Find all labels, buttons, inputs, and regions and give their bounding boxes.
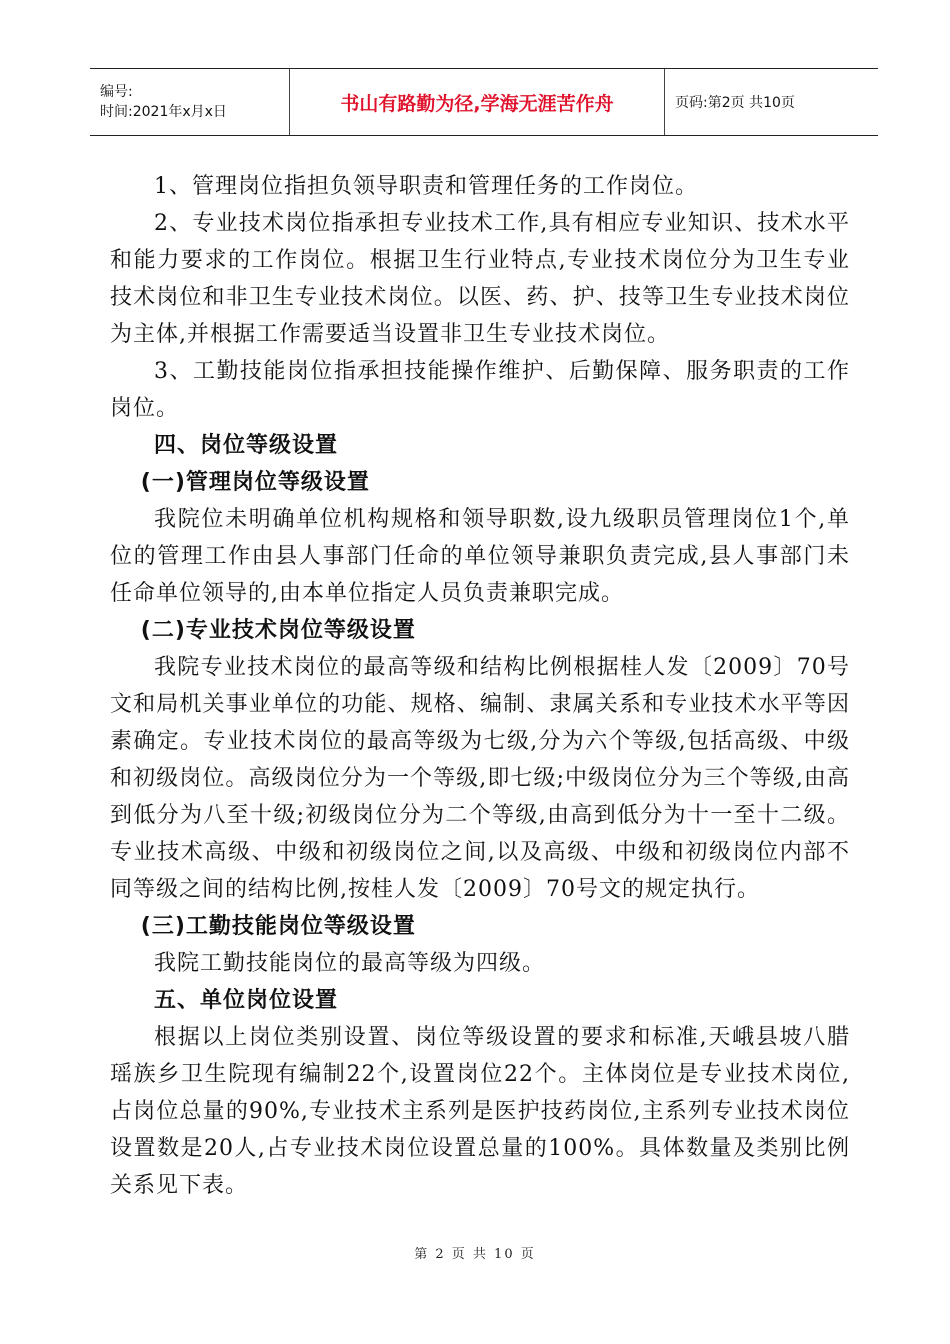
header-motto: 书山有路勤为径,学海无涯苦作舟: [290, 69, 665, 135]
time-label: 时间:2021年x月x日: [100, 104, 227, 120]
paragraph-technical-post: 2、专业技术岗位指承担专业技术工作,具有相应专业知识、技术水平和能力要求的工作岗位。根据卫生行业特点,专业技术岗位分为卫生专业技术岗位和非卫生专业技术岗位。以医、药、护、技等卫生专业技术岗位为主体,并根据工作需要适当设置非卫生专业技术岗位。: [110, 211, 850, 347]
header-page-label: 页码:第2页 共10页: [675, 95, 795, 111]
number-label: 编号:: [100, 84, 133, 100]
subheading-skill-levels: (三)工勤技能岗位等级设置: [140, 914, 416, 939]
paragraph-management-levels: 我院位未明确单位机构规格和领导职数,设九级职员管理岗位1个,单位的管理工作由县人事部门任命的单位领导兼职负责完成,县人事部门未任命单位领导的,由本单位指定人员负责兼职完成。: [110, 507, 850, 606]
subheading-technical-levels: (二)专业技术岗位等级设置: [140, 618, 416, 643]
page-footer: 第 2 页 共 10 页: [414, 1247, 536, 1262]
paragraph-unit-posts: 根据以上岗位类别设置、岗位等级设置的要求和标准,天峨县坡八腊瑶族乡卫生院现有编制22个,设置岗位22个。主体岗位是专业技术岗位,占岗位总量的90%,专业技术主系列是医护技药岗位,主系列专业技术岗位设置数是20人,占专业技术岗位设置总量的100%。具体数量及类别比例关系见下表。: [110, 1025, 850, 1198]
paragraph-skill-post: 3、工勤技能岗位指承担技能操作维护、后勤保障、服务职责的工作岗位。: [110, 359, 850, 421]
heading-unit-posts: 五、单位岗位设置: [154, 988, 339, 1013]
heading-post-levels: 四、岗位等级设置: [154, 433, 339, 458]
page-header: [90, 68, 878, 136]
document-body: [110, 168, 850, 1204]
header-meta: [90, 69, 290, 135]
paragraph-management-post: 1、管理岗位指担负领导职责和管理任务的工作岗位。: [154, 174, 698, 199]
paragraph-technical-levels: 我院专业技术岗位的最高等级和结构比例根据桂人发〔2009〕70号文和局机关事业单位的功能、规格、编制、隶属关系和专业技术水平等因素确定。专业技术岗位的最高等级为七级,分为六个等级,包括高级、中级和初级岗位。高级岗位分为一个等级,即七级;中级岗位分为三个等级,由高到低分为八至十级;初级岗位分为二个等级,由高到低分为十一至十二级。专业技术高级、中级和初级岗位之间,以及高级、中级和初级岗位内部不同等级之间的结构比例,按桂人发〔2009〕70号文的规定执行。: [110, 655, 850, 902]
paragraph-skill-levels: 我院工勤技能岗位的最高等级为四级。: [154, 951, 546, 976]
subheading-management-levels: (一)管理岗位等级设置: [140, 470, 370, 495]
